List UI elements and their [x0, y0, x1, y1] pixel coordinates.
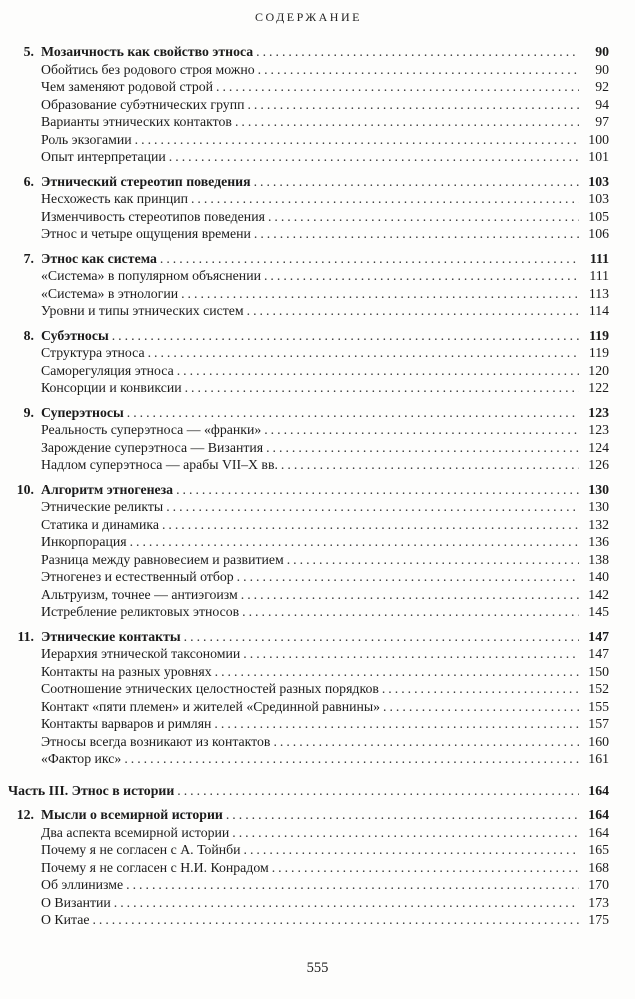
toc-entry-page: 113 [588, 285, 609, 301]
toc-entry [8, 859, 609, 877]
toc-entry-title: О Византии [41, 894, 111, 910]
toc-entry-title: Статика и динамика [41, 516, 159, 532]
toc-entry [8, 302, 609, 320]
dot-leader [281, 456, 579, 474]
toc-entry [8, 421, 609, 439]
toc-entry-page: 168 [588, 859, 609, 875]
toc-entry-title: «Фактор икс» [41, 751, 122, 766]
toc-entry [8, 645, 609, 663]
toc-entry-page: 170 [588, 877, 609, 892]
dot-leader [258, 61, 579, 79]
dot-leader [287, 551, 579, 569]
dot-leader [272, 859, 579, 877]
toc-entry [8, 208, 609, 226]
dot-leader [383, 698, 579, 716]
toc-entry-title: Несхожесть как принцип [41, 191, 188, 206]
toc-entry [8, 628, 609, 646]
toc-entry-title: Два аспекта всемирной истории [41, 824, 230, 840]
toc-entry [8, 680, 609, 698]
toc-entry-title: Этнические реликты [41, 499, 164, 514]
toc-entry [8, 533, 609, 551]
dot-leader [148, 344, 579, 362]
toc-entry-title: Структура этноса [41, 345, 145, 360]
toc-entry [8, 876, 609, 894]
toc-entry-page: 130 [588, 499, 609, 514]
toc-entry-page: 161 [588, 751, 609, 766]
toc-entry-page: 100 [588, 131, 609, 147]
toc-entry-page: 150 [588, 663, 609, 679]
toc-entry-title: Контакты на разных уровнях [41, 663, 212, 679]
toc-entry [8, 439, 609, 457]
toc-entry-page: 120 [588, 362, 609, 378]
toc-entry-title: Саморегуляция этноса [41, 362, 174, 378]
dot-leader [226, 806, 579, 824]
toc-entry-number: 7. [23, 250, 34, 266]
toc-entry-page: 124 [588, 439, 609, 455]
dot-leader [243, 645, 579, 663]
toc-entry-page: 94 [595, 96, 609, 112]
toc-entry-page: 111 [589, 250, 609, 266]
page-number-footer: 555 [306, 960, 329, 976]
toc-entry [8, 113, 609, 131]
toc-entry-page: 111 [589, 268, 609, 283]
toc-entry [8, 806, 609, 824]
toc-entry [8, 498, 609, 516]
toc-entry-title: Почему я не согласен с А. Тойнби [41, 842, 241, 857]
toc-entry-page: 147 [588, 646, 609, 661]
toc-entry [8, 824, 609, 842]
toc-entry [8, 481, 609, 499]
toc-entry-page: 145 [588, 604, 609, 619]
toc-entry-title: Опыт интерпретации [41, 149, 166, 164]
toc-entry-title: Надлом суперэтноса — арабы VII–X вв. [41, 457, 278, 472]
toc-entry [8, 362, 609, 380]
dot-leader [214, 715, 579, 733]
dot-leader [232, 824, 579, 842]
toc-entry [8, 78, 609, 96]
toc-entry-page: 92 [595, 79, 609, 94]
toc-entry-title: Реальность суперэтноса — «франки» [41, 422, 262, 437]
toc-entry [8, 733, 609, 751]
dot-leader [176, 481, 579, 499]
toc-entry [8, 131, 609, 149]
toc-entry-title: Обойтись без родового строя можно [41, 61, 255, 77]
dot-leader [242, 603, 579, 621]
dot-leader [127, 404, 579, 422]
toc-entry [8, 61, 609, 79]
toc-entry-title: Часть III. Этнос в истории [8, 782, 175, 798]
toc-entry [8, 285, 609, 303]
toc-entry-page: 122 [588, 380, 609, 395]
toc-entry-page: 123 [588, 404, 609, 420]
toc-entry-number: 11. [17, 628, 34, 644]
dot-leader [235, 113, 579, 131]
toc-entry-page: 103 [588, 173, 609, 189]
toc-entry-title: Уровни и типы этнических систем [41, 303, 244, 318]
toc-entry-title: «Система» в популярном объяснении [41, 268, 261, 283]
toc-entry [8, 516, 609, 534]
toc-entry-title: Субэтносы [41, 327, 109, 343]
toc-entry-number: 10. [16, 481, 34, 497]
toc-entry-page: 90 [595, 61, 609, 77]
toc-entry-title: Почему я не согласен с Н.И. Конрадом [41, 859, 269, 875]
dot-leader [185, 379, 579, 397]
dot-leader [160, 250, 579, 268]
toc-entry [8, 43, 609, 61]
toc-list [8, 43, 609, 929]
dot-leader [177, 362, 579, 380]
dot-leader [166, 498, 579, 516]
toc-entry-page: 114 [588, 303, 609, 318]
dot-leader [169, 148, 579, 166]
toc-entry-title: Этнические контакты [41, 628, 181, 644]
toc-entry-title: Мозаичность как свойство этноса [41, 44, 254, 59]
toc-entry-page: 164 [588, 807, 609, 822]
toc-entry-title: Этнос и четыре ощущения времени [41, 226, 251, 241]
dot-leader [216, 78, 579, 96]
dot-leader [264, 267, 579, 285]
toc-entry-page: 123 [588, 422, 609, 437]
dot-leader [130, 533, 579, 551]
toc-entry-title: Зарождение суперэтноса — Византия [41, 439, 264, 455]
toc-entry-page: 164 [588, 824, 609, 840]
toc-entry-title: Этногенез и естественный отбор [41, 569, 234, 584]
toc-entry-page: 173 [588, 894, 609, 910]
toc-entry-page: 138 [588, 551, 609, 567]
toc-entry [8, 190, 609, 208]
toc-entry-title: Суперэтносы [41, 404, 124, 420]
toc-entry-page: 106 [588, 226, 609, 241]
toc-entry [8, 568, 609, 586]
toc-entry-title: Роль экзогамии [41, 131, 132, 147]
toc-entry-page: 90 [595, 44, 609, 59]
toc-entry-title: Иерархия этнической таксономии [41, 646, 241, 661]
toc-entry-page: 119 [588, 345, 609, 360]
toc-entry-title: Альтруизм, точнее — антиэгоизм [41, 586, 238, 602]
dot-leader [92, 911, 579, 929]
toc-entry-page: 157 [588, 716, 609, 731]
toc-entry [8, 173, 609, 191]
dot-leader [247, 96, 579, 114]
toc-entry-title: Контакты варваров и римлян [41, 716, 212, 731]
toc-entry-number: 9. [23, 404, 34, 420]
dot-leader [237, 568, 579, 586]
toc-entry-title: Мысли о всемирной истории [41, 807, 223, 822]
toc-entry [8, 586, 609, 604]
toc-entry [8, 225, 609, 243]
toc-entry [8, 715, 609, 733]
toc-entry [8, 698, 609, 716]
dot-leader [268, 208, 579, 226]
toc-entry-number: 5. [23, 44, 34, 59]
toc-entry-page: 142 [588, 586, 609, 602]
dot-leader [191, 190, 579, 208]
toc-entry-title: Образование субэтнических групп [41, 96, 245, 112]
dot-leader [114, 894, 579, 912]
dot-leader [244, 841, 579, 859]
toc-entry [8, 841, 609, 859]
toc-entry [8, 456, 609, 474]
toc-entry-page: 130 [588, 481, 609, 497]
toc-entry [8, 782, 609, 800]
dot-leader [177, 782, 579, 800]
toc-entry [8, 750, 609, 768]
toc-entry-page: 160 [588, 733, 609, 749]
dot-leader [215, 663, 579, 681]
toc-entry-page: 126 [588, 457, 609, 472]
toc-entry [8, 404, 609, 422]
toc-entry [8, 148, 609, 166]
toc-entry-page: 140 [588, 569, 609, 584]
toc-entry [8, 96, 609, 114]
dot-leader [247, 302, 579, 320]
dot-leader [126, 876, 579, 894]
toc-entry-page: 101 [588, 149, 609, 164]
toc-entry-title: О Китае [41, 912, 90, 927]
dot-leader [264, 421, 579, 439]
dot-leader [184, 628, 579, 646]
toc-entry [8, 663, 609, 681]
toc-entry [8, 250, 609, 268]
dot-leader [135, 131, 579, 149]
toc-entry-page: 155 [588, 698, 609, 714]
dot-leader [254, 173, 579, 191]
toc-entry-page: 152 [588, 681, 609, 696]
toc-entry-page: 103 [588, 191, 609, 206]
dot-leader [124, 750, 579, 768]
toc-entry-title: Изменчивость стереотипов поведения [41, 208, 265, 224]
toc-entry-title: Варианты этнических контактов [41, 114, 232, 129]
toc-entry-page: 119 [589, 327, 609, 343]
toc-entry-title: Разница между равновесием и развитием [41, 551, 284, 567]
dot-leader [254, 225, 579, 243]
toc-entry-page: 164 [588, 782, 609, 798]
toc-entry [8, 379, 609, 397]
toc-entry-title: Об эллинизме [41, 877, 124, 892]
dot-leader [181, 285, 579, 303]
toc-entry-number: 12. [16, 807, 34, 822]
toc-entry-page: 132 [588, 516, 609, 532]
toc-entry-title: Консорции и конвиксии [41, 380, 182, 395]
toc-entry-title: Этносы всегда возникают из контактов [41, 733, 271, 749]
toc-entry-number: 8. [23, 327, 34, 343]
toc-entry [8, 911, 609, 929]
toc-entry-title: Истребление реликтовых этносов [41, 604, 240, 619]
toc-entry-title: Чем заменяют родовой строй [41, 79, 214, 94]
toc-entry [8, 551, 609, 569]
toc-entry-number: 6. [23, 173, 34, 189]
toc-entry-title: Этнический стереотип поведения [41, 173, 251, 189]
toc-entry [8, 603, 609, 621]
toc-entry-title: «Система» в этнологии [41, 285, 179, 301]
toc-entry-page: 175 [588, 912, 609, 927]
contents-heading: СОДЕРЖАНИЕ [255, 10, 362, 24]
toc-entry-title: Этнос как система [41, 250, 157, 266]
toc-entry-page: 105 [588, 208, 609, 224]
dot-leader [256, 43, 579, 61]
toc-entry [8, 267, 609, 285]
toc-entry [8, 327, 609, 345]
toc-entry [8, 894, 609, 912]
toc-entry-page: 147 [588, 628, 609, 644]
dot-leader [112, 327, 579, 345]
toc-entry-title: Алгоритм этногенеза [41, 481, 174, 497]
toc-entry-title: Соотношение этнических целостностей разных порядков [41, 681, 379, 696]
dot-leader [241, 586, 579, 604]
dot-leader [266, 439, 579, 457]
dot-leader [162, 516, 579, 534]
toc-entry-title: Контакт «пяти племен» и жителей «Срединной равнины» [41, 698, 381, 714]
toc-entry-page: 136 [588, 534, 609, 549]
toc-entry [8, 344, 609, 362]
toc-entry-page: 165 [588, 842, 609, 857]
toc-entry-title: Инкорпорация [41, 534, 127, 549]
toc-entry-page: 97 [595, 114, 609, 129]
dot-leader [273, 733, 579, 751]
dot-leader [382, 680, 579, 698]
